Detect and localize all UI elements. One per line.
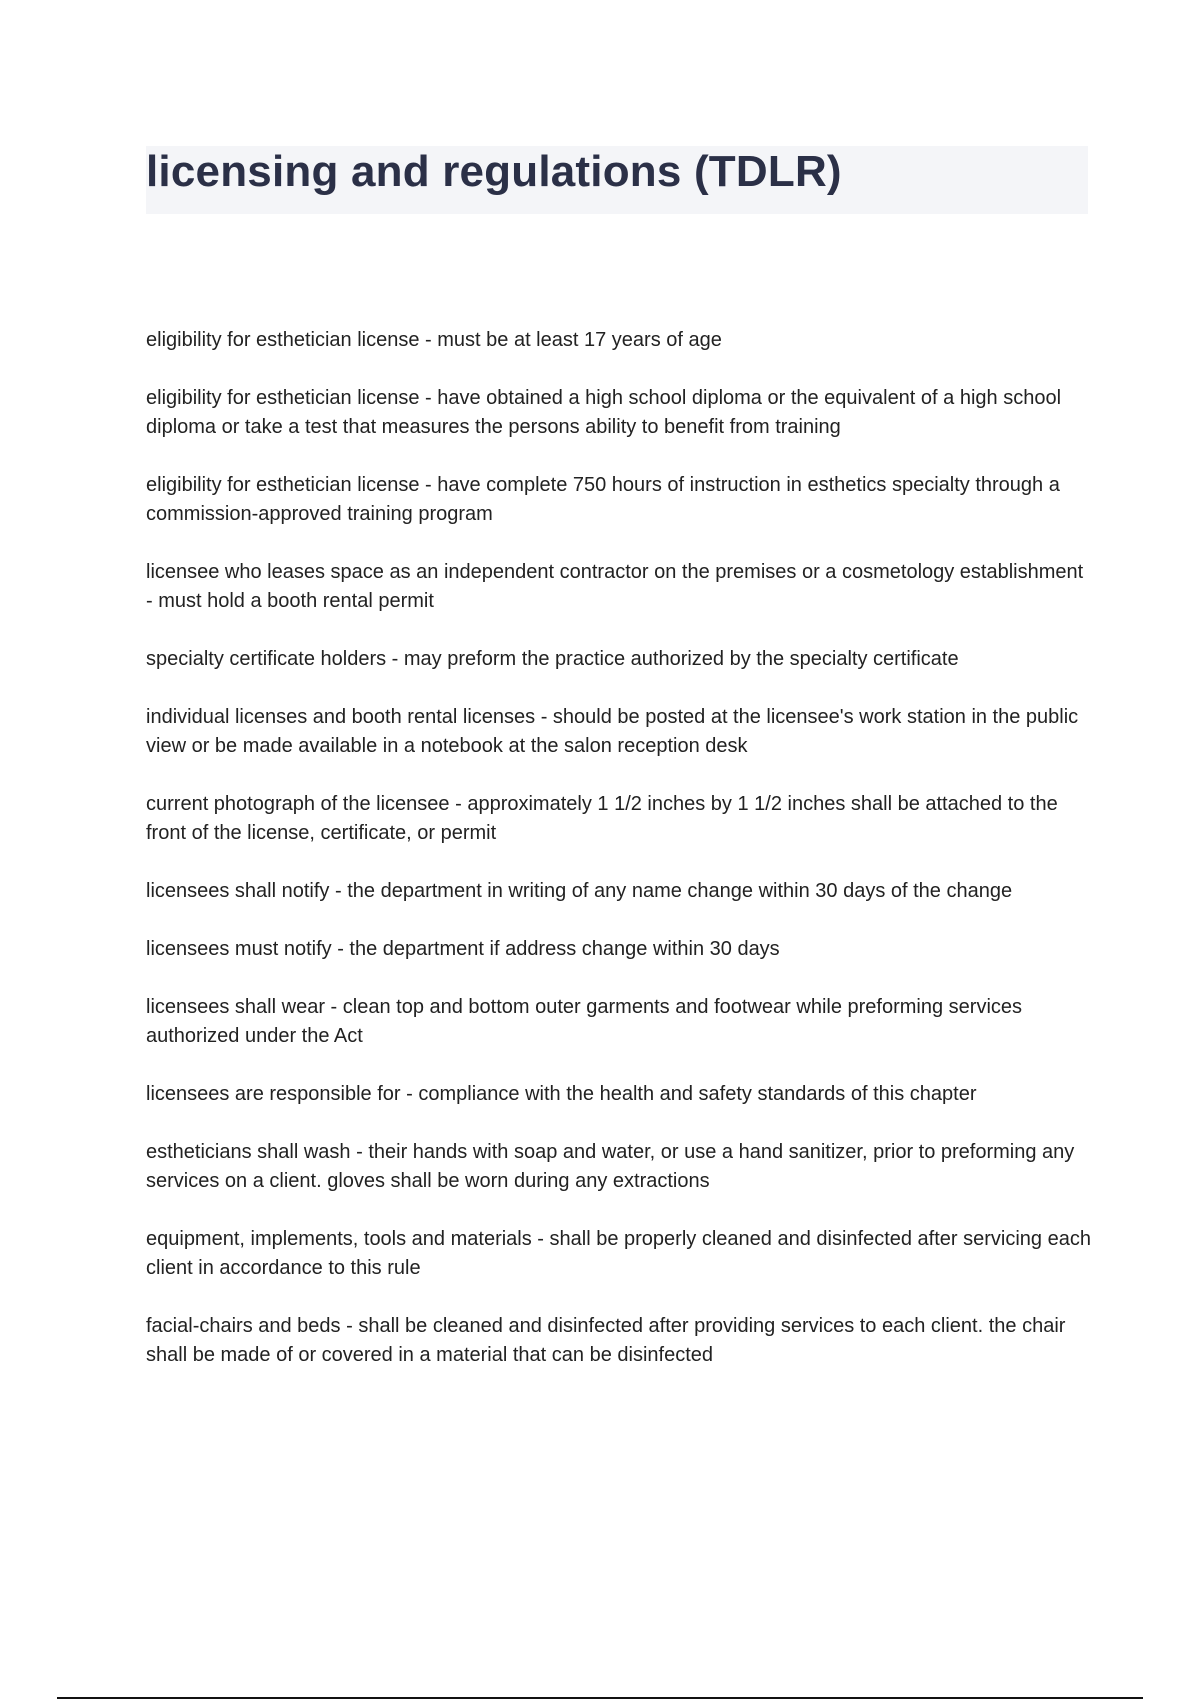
flashcard-item: licensees shall notify - the department in writing of any name change within 30 days of the change <box>146 880 1013 902</box>
flashcard-item: eligibility for esthetician license - must be at least 17 years of age <box>146 329 722 351</box>
flashcard-item: licensees must notify - the department if address change within 30 days <box>146 938 780 960</box>
card-definition: clean top and bottom outer garments and footwear while preforming services authorized under the Act <box>146 996 1023 1047</box>
flashcard-item: individual licenses and booth rental licenses - should be posted at the licensee's work station in the public view or be made available in a notebook at the salon reception desk <box>146 706 1079 757</box>
card-term: licensees are responsible for <box>146 1083 401 1105</box>
card-term: current photograph of the licensee <box>146 793 450 815</box>
card-term: eligibility for esthetician license <box>146 474 420 496</box>
card-term: eligibility for esthetician license <box>146 387 420 409</box>
card-definition: should be posted at the licensee's work station in the public view or be made available in a notebook at the salon reception desk <box>146 706 1079 757</box>
flashcard-item: eligibility for esthetician license - have obtained a high school diploma or the equivalent of a high school diploma or take a test that measures the persons ability to benefit from training <box>146 387 1062 438</box>
flashcard-item: equipment, implements, tools and materials - shall be properly cleaned and disinfected after servicing each client in accordance to this rule <box>146 1228 1091 1279</box>
flashcard-item: facial-chairs and beds - shall be cleaned and disinfected after providing services to each client. the chair shall be made of or covered in a material that can be disinfected <box>146 1315 1066 1366</box>
flashcard-item: licensee who leases space as an independent contractor on the premises or a cosmetology establishment - must hold a booth rental permit <box>146 561 1084 612</box>
card-definition: shall be cleaned and disinfected after providing services to each client. the chair shall be made of or covered in a material that can be disinfected <box>146 1315 1066 1366</box>
flashcard-list <box>146 326 1091 1399</box>
flashcard-item: licensees shall wear - clean top and bottom outer garments and footwear while preforming services authorized under the Act <box>146 996 1023 1047</box>
flashcard-item: specialty certificate holders - may preform the practice authorized by the specialty certificate <box>146 648 959 670</box>
card-term: licensees shall wear <box>146 996 325 1018</box>
card-term: equipment, implements, tools and materials <box>146 1228 532 1250</box>
card-term: eligibility for esthetician license <box>146 329 420 351</box>
card-term: specialty certificate holders <box>146 648 387 670</box>
card-definition: their hands with soap and water, or use a hand sanitizer, prior to preforming any services on a client. gloves shall be worn during any extractions <box>146 1141 1075 1192</box>
flashcard-item: current photograph of the licensee - approximately 1 1/2 inches by 1 1/2 inches shall be attached to the front of the license, certificate, or permit <box>146 793 1058 844</box>
card-definition: the department if address change within 30 days <box>349 938 780 960</box>
card-definition: must hold a booth rental permit <box>158 590 434 612</box>
flashcard-item: eligibility for esthetician license - have complete 750 hours of instruction in esthetics specialty through a commission-approved training program <box>146 474 1060 525</box>
page-title: licensing and regulations (TDLR) <box>146 147 842 196</box>
card-definition: approximately 1 1/2 inches by 1 1/2 inches shall be attached to the front of the license, certificate, or permit <box>146 793 1058 844</box>
card-definition: may preform the practice authorized by the specialty certificate <box>403 648 959 670</box>
card-definition: the department in writing of any name change within 30 days of the change <box>347 880 1013 902</box>
flashcard-item: estheticians shall wash - their hands with soap and water, or use a hand sanitizer, prior to preforming any services on a client. gloves shall be worn during any extractions <box>146 1141 1075 1192</box>
card-term: facial-chairs and beds <box>146 1315 341 1337</box>
card-term: licensees shall notify <box>146 880 330 902</box>
card-definition: must be at least 17 years of age <box>437 329 722 351</box>
card-term: licensee who leases space as an independent contractor on the premises or a cosmetology establishment <box>146 561 1084 583</box>
card-term: individual licenses and booth rental licenses <box>146 706 536 728</box>
card-term: licensees must notify <box>146 938 332 960</box>
card-term: estheticians shall wash <box>146 1141 351 1163</box>
card-definition: have complete 750 hours of instruction in esthetics specialty through a commission-approved training program <box>146 474 1060 525</box>
flashcard-item: licensees are responsible for - compliance with the health and safety standards of this chapter <box>146 1083 977 1105</box>
card-definition: shall be properly cleaned and disinfected after servicing each client in accordance to this rule <box>146 1228 1091 1279</box>
card-definition: have obtained a high school diploma or the equivalent of a high school diploma or take a test that measures the persons ability to benefit from training <box>146 387 1062 438</box>
card-definition: compliance with the health and safety standards of this chapter <box>418 1083 977 1105</box>
footer-divider <box>57 1697 1143 1699</box>
